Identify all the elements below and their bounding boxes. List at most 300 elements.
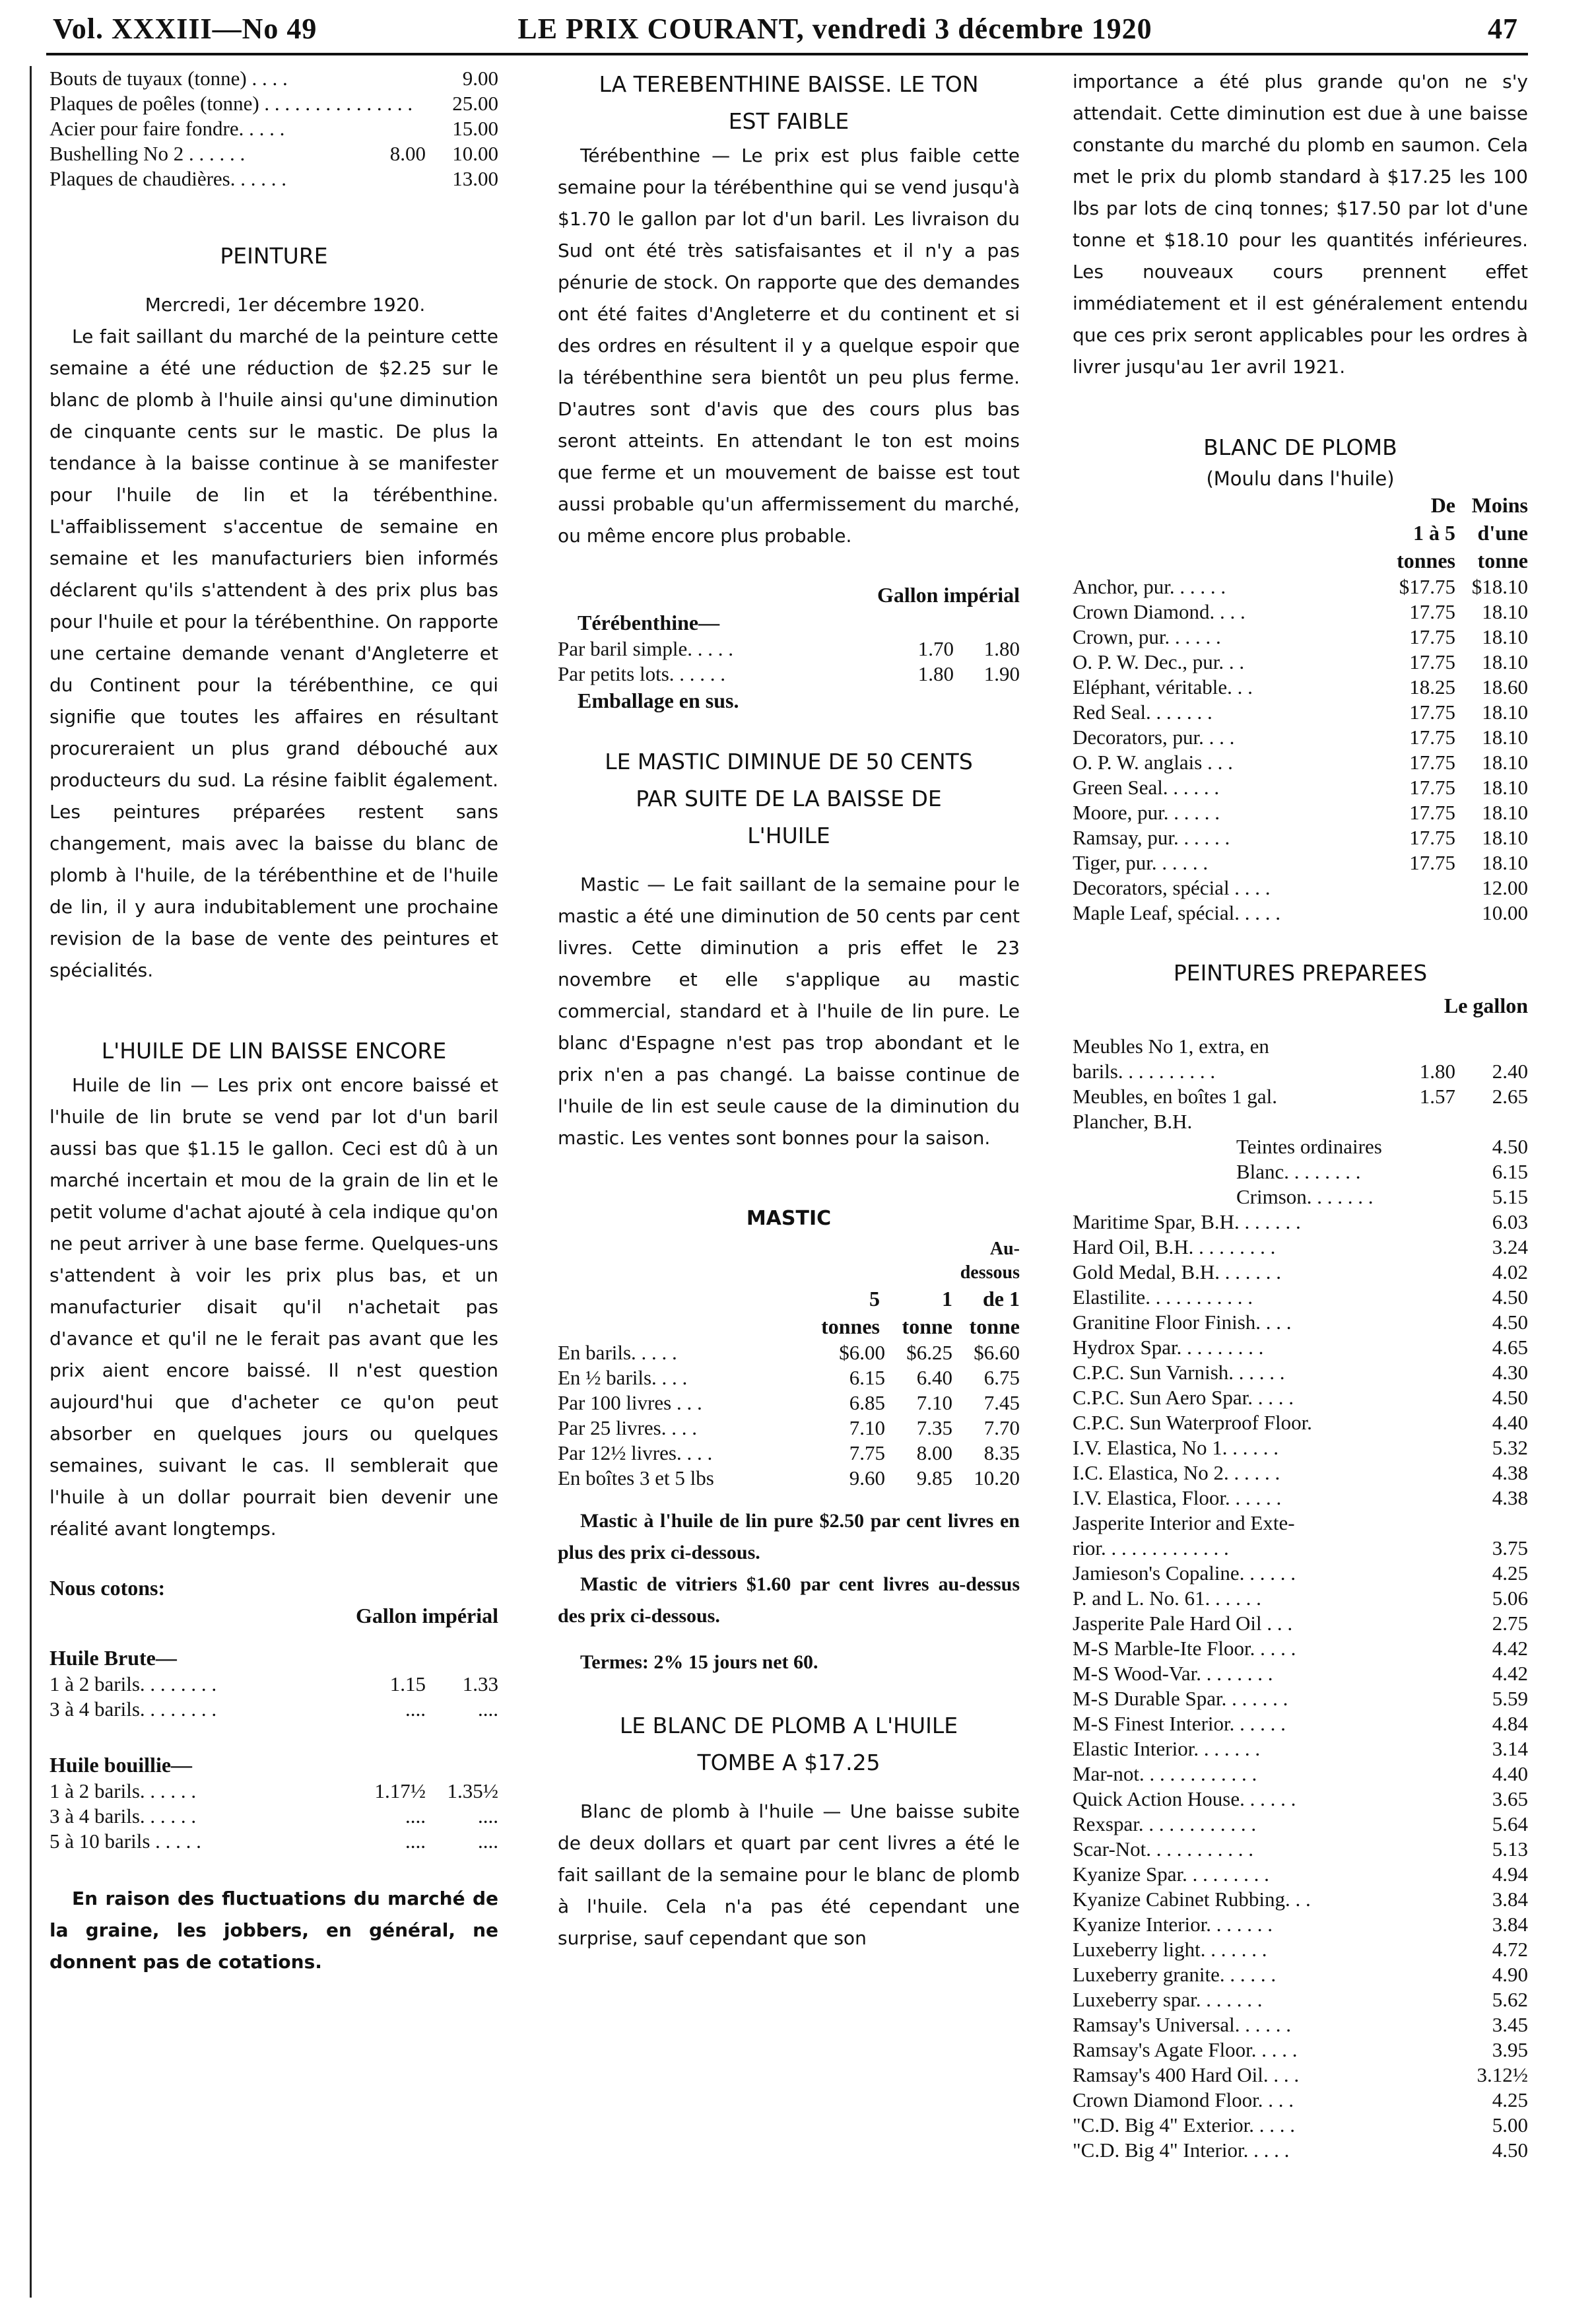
table-row [1073, 650, 1528, 675]
row-label: I.V. Elastica, No 1. . . . . . [1073, 1436, 1279, 1459]
row-value-b: $18.10 [1471, 575, 1528, 598]
table-row [1073, 1260, 1528, 1285]
row-value-a: 1.80 [917, 662, 954, 685]
row-value-b: 4.25 [1492, 1561, 1528, 1585]
row-value-a: 17.75 [1409, 751, 1455, 774]
table-row [1073, 1937, 1528, 1962]
section-heading-blanc: LE BLANC DE PLOMB A L'HUILE [619, 1713, 958, 1738]
row-value-a: $17.75 [1399, 575, 1455, 598]
row-value-b: 18.10 [1482, 851, 1528, 874]
row-label: barils. . . . . . . . . . [1073, 1060, 1216, 1083]
table-row [50, 66, 498, 91]
section-heading-peinture: PEINTURE [220, 243, 328, 269]
row-value-b: 4.65 [1492, 1336, 1528, 1359]
table-row [1073, 1761, 1528, 1787]
table-row [1073, 1987, 1528, 2012]
section-heading-mastic: LE MASTIC DIMINUE DE 50 CENTS [605, 749, 973, 774]
row-value-c: 6.75 [983, 1366, 1020, 1389]
row-label: Hydrox Spar. . . . . . . . . [1073, 1336, 1264, 1359]
row-value-b: 18.10 [1482, 826, 1528, 849]
row-value-a: 8.00 [389, 142, 426, 165]
huile-bouillie-title: Huile bouillie— [50, 1753, 193, 1777]
table-row [558, 662, 1020, 687]
row-label: Plaques de chaudières. . . . . . [50, 167, 286, 190]
table-row [1073, 850, 1528, 875]
row-value-b: 5.32 [1492, 1436, 1528, 1459]
row-value-a: 9.60 [849, 1466, 885, 1489]
row-label: 3 à 4 barils. . . . . . . . [50, 1697, 217, 1721]
blanc-head-a2: 1 à 5 [1413, 521, 1455, 545]
row-label: Elastilite. . . . . . . . . . . [1073, 1285, 1253, 1309]
row-label: Kyanize Spar. . . . . . . . . [1073, 1863, 1269, 1886]
row-value-b: 18.60 [1482, 675, 1528, 699]
row-label: Crown Diamond Floor. . . . [1073, 2088, 1294, 2111]
row-label: 5 à 10 barils . . . . . [50, 1829, 201, 1853]
row-value-a: 7.10 [849, 1416, 885, 1439]
row-label: O. P. W. anglais . . . [1073, 751, 1233, 774]
row-label: Par 25 livres. . . . [558, 1416, 697, 1439]
table-row [1073, 1912, 1528, 1937]
row-label: M-S Marble-Ite Floor. . . . . [1073, 1637, 1296, 1660]
row-value-a: 1.17½ [374, 1779, 426, 1802]
row-value-b: 1.80 [983, 637, 1020, 660]
table-row [1073, 1460, 1528, 1486]
table-row [1073, 1862, 1528, 1887]
huile-brute-title: Huile Brute— [50, 1646, 177, 1670]
row-value-b: 4.90 [1492, 1963, 1528, 1986]
table-row [1073, 1536, 1528, 1561]
section-heading-mastic-2: PAR SUITE DE LA BAISSE DE [636, 786, 942, 811]
table-row [1073, 1084, 1528, 1109]
row-value-c: $6.60 [974, 1341, 1020, 1364]
row-label: En barils. . . . . [558, 1341, 677, 1364]
table-row [1073, 1787, 1528, 1812]
table-row [1073, 1285, 1528, 1310]
row-label: Jamieson's Copaline. . . . . . [1073, 1561, 1296, 1585]
table-row [1073, 725, 1528, 750]
row-value-b: 18.10 [1482, 751, 1528, 774]
table-row [1073, 1410, 1528, 1435]
table-row [1073, 599, 1528, 625]
row-value-b: 10.00 [452, 142, 498, 165]
row-value-b: 4.84 [1492, 1712, 1528, 1735]
row-label: Bushelling No 2 . . . . . . [50, 142, 246, 165]
column-2 [558, 66, 1020, 1954]
closing-note: En raison des fluctuations du marché de la graine, les jobbers, en général, ne donnent pas de cotations. [50, 1888, 498, 1973]
table-row [1073, 1335, 1528, 1360]
mastic-head-c1: Au-dessous [960, 1239, 1020, 1283]
row-label: I.C. Elastica, No 2. . . . . . [1073, 1461, 1280, 1484]
table-row [558, 1416, 1020, 1441]
row-label: Jasperite Pale Hard Oil . . . [1073, 1612, 1293, 1635]
row-label: Par 100 livres . . . [558, 1391, 702, 1414]
table-row [1073, 574, 1528, 599]
blanc-table-header [1073, 491, 1528, 574]
row-value-b: 3.12½ [1477, 2063, 1528, 2086]
blanc-head-b2: d'une [1477, 521, 1528, 545]
row-label: Red Seal. . . . . . . [1073, 701, 1212, 724]
row-label: Par petits lots. . . . . . [558, 662, 726, 685]
row-label: Decorators, spécial . . . . [1073, 876, 1271, 899]
row-value-b: 15.00 [452, 117, 498, 140]
row-value-b: 5.00 [1492, 2113, 1528, 2136]
row-label: Meubles, en boîtes 1 gal. [1073, 1085, 1277, 1108]
volume-number: Vol. XXXIII—No 49 [53, 13, 317, 45]
row-value-b: $6.25 [906, 1341, 952, 1364]
table-row [1073, 1159, 1528, 1184]
row-label: Jasperite Interior and Exte- [1073, 1511, 1295, 1534]
row-value-b: 3.95 [1492, 2038, 1528, 2061]
row-label: Gold Medal, B.H. . . . . . . [1073, 1260, 1282, 1283]
row-value-b: 25.00 [452, 92, 498, 115]
row-value-a: 17.75 [1409, 776, 1455, 799]
row-value-b: 18.10 [1482, 600, 1528, 623]
row-value-b: 3.75 [1492, 1536, 1528, 1559]
row-label: Crimson. . . . . . . [1236, 1185, 1374, 1208]
row-value-b: 18.10 [1482, 625, 1528, 648]
row-value-b: 9.00 [462, 67, 498, 90]
row-value-b: 4.50 [1492, 1386, 1528, 1409]
article-body-blanc: Blanc de plomb à l'huile — Une baisse subite de deux dollars et quart par cent livres a été le fait saillant de la semaine pour le blanc de plomb à l'huile. Cela n'a pas été cependant une surprise, sauf cependant que son [558, 1800, 1020, 1949]
article-body-mastic: Mastic — Le fait saillant de la semaine pour le mastic a été une diminution de 50 cents par cent livres. Cette diminution a pris effet le 23 novembre et elle s'applique au mastic commercial, standard et à l'huile de lin pure. Le blanc d'Espagne n'est pas trop abondant et le prix n'en a pas changé. La baisse continue de l'huile de lin est seule cause de la diminution du mastic. Les ventes sont bonnes pour la saison. [558, 873, 1020, 1149]
row-label: En boîtes 3 et 5 lbs [558, 1466, 714, 1489]
mastic-head-c3: tonne [969, 1315, 1020, 1338]
row-label: Tiger, pur. . . . . . [1073, 851, 1209, 874]
row-label: Rexspar. . . . . . . . . . . . [1073, 1812, 1257, 1835]
article-body-peinture: Le fait saillant du marché de la peinture cette semaine a été une réduction de $2.25 sur le blanc de plomb à l'huile ainsi qu'une diminution de cinquante cents sur le mastic. De plus la tendance à la baisse continue à se manifester pour l'huile de lin et la térébenthine. L'affaiblissement s'accentue de semaine en semaine et les manufacturiers bien informés déclarent qu'ils s'attendent à des prix plus bas pour l'huile et pour la térébenthine. On rapporte une certaine demande venant d'Angleterre et du Continent pour la térébenthine, ce qui signifie que toutes les affaires en résultant procureraient un plus grand débouché aux producteurs du sud. La résine faiblit également. Les peintures préparées restent sans changement, mais avec la baisse du blanc de plomb à l'huile, de la térébenthine et de l'huile de lin, il y aura indubitablement une prochaine revision de la base de vente des peintures et spécialités. [50, 325, 498, 981]
row-label: 3 à 4 barils. . . . . . [50, 1804, 197, 1828]
blanc-de-plomb-table [1073, 574, 1528, 926]
table-row [1073, 1837, 1528, 1862]
row-value-b: 7.35 [916, 1416, 952, 1439]
table-row [1073, 800, 1528, 825]
table-row [1073, 700, 1528, 725]
row-value-b: 3.24 [1492, 1235, 1528, 1258]
column-1 [50, 66, 498, 1978]
row-label: Ramsay's Agate Floor. . . . . [1073, 2038, 1298, 2061]
row-label: Eléphant, véritable. . . [1073, 675, 1253, 699]
row-value-a: 1.80 [1419, 1060, 1455, 1083]
table-row [1073, 1310, 1528, 1335]
row-value-b: 4.25 [1492, 2088, 1528, 2111]
row-value-b: 4.38 [1492, 1486, 1528, 1509]
row-label: C.P.C. Sun Waterproof Floor. [1073, 1411, 1312, 1434]
row-value-b: 4.40 [1492, 1762, 1528, 1785]
row-label: "C.D. Big 4" Exterior. . . . . [1073, 2113, 1296, 2136]
row-value-b: 4.50 [1492, 1311, 1528, 1334]
row-label: I.V. Elastica, Floor. . . . . . [1073, 1486, 1282, 1509]
blanc-table-heading: BLANC DE PLOMB [1203, 434, 1397, 460]
mastic-table-header [558, 1237, 1020, 1340]
row-value-b: 5.13 [1492, 1837, 1528, 1861]
row-value-b: .... [478, 1829, 498, 1853]
peintures-preparees-heading: PEINTURES PREPAREES [1173, 960, 1428, 986]
row-label: Anchor, pur. . . . . . [1073, 575, 1226, 598]
row-value-b: 2.65 [1492, 1085, 1528, 1108]
row-value-a: 1.15 [389, 1672, 426, 1695]
blanc-head-a3: tonnes [1397, 549, 1455, 572]
huile-brute-table [50, 1672, 498, 1722]
row-label: Meubles No 1, extra, en [1073, 1035, 1269, 1058]
row-value-b: 4.72 [1492, 1938, 1528, 1961]
row-value-b: .... [478, 1697, 498, 1721]
table-row [1073, 1184, 1528, 1210]
row-value-b: 5.64 [1492, 1812, 1528, 1835]
row-value-b: .... [478, 1804, 498, 1828]
table-row [1073, 1235, 1528, 1260]
row-value-a: 1.57 [1419, 1085, 1455, 1108]
row-value-b: 6.15 [1492, 1160, 1528, 1183]
row-value-a: $6.00 [839, 1341, 885, 1364]
terebenthine-subtitle: Térébenthine— [578, 611, 720, 634]
row-label: Moore, pur. . . . . . [1073, 801, 1220, 824]
page-title: LE PRIX COURANT, vendredi 3 décembre 1920 [517, 13, 1152, 45]
table-row [558, 1390, 1020, 1416]
unit-gallon-imperial: Gallon impérial [356, 1604, 498, 1627]
row-value-b: 6.03 [1492, 1210, 1528, 1233]
row-value-b: 1.33 [462, 1672, 498, 1695]
row-value-b: 12.00 [1482, 876, 1528, 899]
row-label: Bouts de tuyaux (tonne) . . . . [50, 67, 288, 90]
row-value-b: 4.30 [1492, 1361, 1528, 1384]
row-value-c: 7.70 [983, 1416, 1020, 1439]
emballage-note: Emballage en sus. [578, 689, 739, 712]
row-value-b: 4.02 [1492, 1260, 1528, 1283]
row-value-a: 17.75 [1409, 625, 1455, 648]
row-value-a: 17.75 [1409, 801, 1455, 824]
table-row [1073, 1210, 1528, 1235]
table-row [50, 1779, 498, 1804]
table-row [1073, 775, 1528, 800]
row-label: Green Seal. . . . . . [1073, 776, 1220, 799]
row-value-a: 6.15 [849, 1366, 885, 1389]
section-heading-huile: L'HUILE DE LIN BAISSE ENCORE [101, 1038, 447, 1064]
row-label: M-S Wood-Var. . . . . . . . [1073, 1662, 1273, 1685]
table-row [1073, 1636, 1528, 1661]
mastic-note-1: Mastic à l'huile de lin pure $2.50 par cent livres en plus des prix ci-dessous. [558, 1510, 1020, 1563]
table-row [50, 116, 498, 141]
mastic-head-c2: de 1 [983, 1287, 1020, 1311]
row-value-b: 5.06 [1492, 1587, 1528, 1610]
row-value-a: .... [405, 1697, 426, 1721]
row-label: Luxeberry granite. . . . . . [1073, 1963, 1277, 1986]
table-row [1073, 1360, 1528, 1385]
row-value-c: 10.20 [974, 1466, 1020, 1489]
table-row [558, 636, 1020, 662]
table-row [1073, 1486, 1528, 1511]
row-value-c: 7.45 [983, 1391, 1020, 1414]
mastic-head-b3: tonne [902, 1315, 952, 1338]
row-label: Par baril simple. . . . . [558, 637, 734, 660]
table-row [1073, 1034, 1528, 1059]
row-label: C.P.C. Sun Varnish. . . . . . [1073, 1361, 1285, 1384]
row-value-b: 3.14 [1492, 1737, 1528, 1760]
unit-gallon-imperial-2: Gallon impérial [877, 583, 1020, 607]
row-label: Elastic Interior. . . . . . . [1073, 1737, 1261, 1760]
table-row [50, 1804, 498, 1829]
row-value-a: .... [405, 1804, 426, 1828]
row-value-b: 7.10 [916, 1391, 952, 1414]
row-value-b: 1.35½ [447, 1779, 498, 1802]
scrap-metal-price-list [50, 66, 498, 191]
row-label: Luxeberry spar. . . . . . . [1073, 1988, 1263, 2011]
row-value-a: 17.75 [1409, 851, 1455, 874]
column-3 [1073, 66, 1528, 2163]
table-row [1073, 1812, 1528, 1837]
row-value-c: 8.35 [983, 1441, 1020, 1464]
table-row [1073, 2113, 1528, 2138]
table-row [50, 141, 498, 166]
row-label: M-S Finest Interior. . . . . . [1073, 1712, 1286, 1735]
table-row [1073, 2088, 1528, 2113]
row-label: Acier pour faire fondre. . . . . [50, 117, 285, 140]
row-value-b: 18.10 [1482, 726, 1528, 749]
table-row [1073, 901, 1528, 926]
table-row [1073, 1561, 1528, 1586]
row-label: Ramsay's Universal. . . . . . [1073, 2013, 1292, 2036]
section-heading-terebenthine: LA TEREBENTHINE BAISSE. LE TON [599, 71, 979, 97]
row-label: 1 à 2 barils. . . . . . [50, 1779, 197, 1802]
row-value-b: 5.59 [1492, 1687, 1528, 1710]
table-row [1073, 1109, 1528, 1134]
row-label: Maple Leaf, spécial. . . . . [1073, 901, 1281, 924]
blanc-head-b1: Moins [1471, 493, 1528, 517]
row-label: rior. . . . . . . . . . . . . [1073, 1536, 1229, 1559]
table-row [1073, 1962, 1528, 1987]
row-label: Teintes ordinaires [1236, 1135, 1382, 1158]
row-value-b: 4.42 [1492, 1637, 1528, 1660]
table-row [1073, 1385, 1528, 1410]
row-label: C.P.C. Sun Aero Spar. . . . . [1073, 1386, 1294, 1409]
row-value-b: 18.10 [1482, 801, 1528, 824]
row-value-a: 17.75 [1409, 701, 1455, 724]
table-row [50, 91, 498, 116]
row-label: Par 12½ livres. . . . [558, 1441, 713, 1464]
row-label: Mar-not. . . . . . . . . . . . [1073, 1762, 1257, 1785]
row-value-b: 4.50 [1492, 2138, 1528, 2162]
page-header [46, 12, 1525, 51]
table-row [1073, 825, 1528, 850]
table-row [1073, 750, 1528, 775]
table-row [1073, 1059, 1528, 1084]
row-label: Ramsay, pur. . . . . . [1073, 826, 1230, 849]
mastic-note-2: Mastic de vitriers $1.60 par cent livres au-dessus des prix ci-dessous. [558, 1573, 1020, 1627]
row-value-b: 4.40 [1492, 1411, 1528, 1434]
row-label: Blanc. . . . . . . . [1236, 1160, 1361, 1183]
table-row [1073, 875, 1528, 901]
row-label: Plancher, B.H. [1073, 1110, 1193, 1133]
row-label: Granitine Floor Finish. . . . [1073, 1311, 1292, 1334]
nous-cotons: Nous cotons: [50, 1576, 166, 1600]
row-value-a: 6.85 [849, 1391, 885, 1414]
table-row [50, 1829, 498, 1854]
section-heading-mastic-3: L'HUILE [747, 823, 830, 848]
table-row [1073, 1736, 1528, 1761]
row-label: Kyanize Cabinet Rubbing. . . [1073, 1888, 1311, 1911]
row-value-b: 1.90 [983, 662, 1020, 685]
table-row [1073, 1134, 1528, 1159]
row-value-a: .... [405, 1829, 426, 1853]
row-label: "C.D. Big 4" Interior. . . . . [1073, 2138, 1290, 2162]
row-value-a: 17.75 [1409, 650, 1455, 673]
row-label: Decorators, pur. . . . [1073, 726, 1235, 749]
row-value-b: 4.94 [1492, 1863, 1528, 1886]
row-label: M-S Durable Spar. . . . . . . [1073, 1687, 1288, 1710]
table-row [50, 166, 498, 191]
blanc-head-b3: tonne [1477, 549, 1528, 572]
row-label: Ramsay's 400 Hard Oil. . . . [1073, 2063, 1300, 2086]
row-value-b: 10.00 [1482, 901, 1528, 924]
row-label: Maritime Spar, B.H. . . . . . . [1073, 1210, 1301, 1233]
row-value-b: 2.75 [1492, 1612, 1528, 1635]
table-row [1073, 1511, 1528, 1536]
dateline: Mercredi, 1er décembre 1920. [145, 294, 426, 316]
huile-bouillie-table [50, 1779, 498, 1854]
section-heading-blanc-2: TOMBE A $17.25 [697, 1750, 880, 1775]
mastic-head-a3: tonnes [821, 1315, 880, 1338]
row-value-b: 13.00 [452, 167, 498, 190]
row-value-b: 4.42 [1492, 1662, 1528, 1685]
row-value-b: 18.10 [1482, 650, 1528, 673]
table-row [1073, 675, 1528, 700]
row-label: Crown Diamond. . . . [1073, 600, 1245, 623]
table-row [1073, 625, 1528, 650]
row-value-a: 18.25 [1409, 675, 1455, 699]
row-value-a: 17.75 [1409, 726, 1455, 749]
row-label: Quick Action House. . . . . . [1073, 1787, 1296, 1810]
mastic-head-b2: 1 [942, 1287, 952, 1311]
row-value-a: 1.70 [917, 637, 954, 660]
row-value-b: 18.10 [1482, 701, 1528, 724]
table-row [1073, 1686, 1528, 1711]
left-margin-rule [30, 66, 32, 2298]
table-row [558, 1365, 1020, 1390]
table-row [1073, 2012, 1528, 2037]
row-value-b: 5.62 [1492, 1988, 1528, 2011]
row-value-b: 2.40 [1492, 1060, 1528, 1083]
row-value-b: 4.50 [1492, 1285, 1528, 1309]
row-value-b: 3.84 [1492, 1888, 1528, 1911]
table-row [558, 1441, 1020, 1466]
row-label: 1 à 2 barils. . . . . . . . [50, 1672, 217, 1695]
row-value-a: 17.75 [1409, 600, 1455, 623]
mastic-table [558, 1340, 1020, 1491]
table-row [1073, 2138, 1528, 2163]
mastic-head-a2: 5 [869, 1287, 880, 1311]
row-label: Scar-Not. . . . . . . . . . . [1073, 1837, 1254, 1861]
mastic-table-heading: MASTIC [746, 1207, 832, 1230]
row-value-b: 3.45 [1492, 2013, 1528, 2036]
table-row [1073, 2063, 1528, 2088]
blanc-head-a1: De [1430, 493, 1455, 517]
row-value-b: 3.84 [1492, 1913, 1528, 1936]
table-row [1073, 1711, 1528, 1736]
row-label: O. P. W. Dec., pur. . . [1073, 650, 1245, 673]
terebenthine-table [558, 636, 1020, 687]
table-row [1073, 1887, 1528, 1912]
article-body-huile: Huile de lin — Les prix ont encore baissé et l'huile de lin brute se vend par lot d'un baril aussi bas que $1.15 le gallon. Ceci est dû à un marché incertain et mou de la grain de lin et le petit volume d'achat ajouté à cela indique qu'on ne peut arriver à une base ferme. Quelques-uns s'attendent à voir les prix plus bas, et un manufacturier disait qu'il n'achetait pas d'avance et qu'il ne le ferait pas avant que les prix aient encore baissé. Il n'est question aujourd'hui que d'acheter ce qu'on peut absorber en quelques jours ou quelques semaines, suivant le cas. Il semblerait que l'huile à un dollar pourrait bien devenir une réalité avant longtemps. [50, 1074, 498, 1540]
row-value-b: 9.85 [916, 1466, 952, 1489]
table-row [1073, 1661, 1528, 1686]
termes: Termes: 2% 15 jours net 60. [580, 1651, 818, 1673]
table-row [1073, 2037, 1528, 2063]
table-row [558, 1466, 1020, 1491]
article-body-blanc-continued: importance a été plus grande qu'on ne s'y attendait. Cette diminution est due à une baisse constante du marché du plomb en saumon. Cela met le prix du plomb standard à $17.25 les 100 lbs par lots de cinq tonnes; $17.50 par lot d'une tonne et $18.10 pour les quantités inférieures. Les nouveaux cours prennent effet immédiatement et il est généralement entendu que ces prix seront applicables pour les ordres à livrer jusqu'au 1er avril 1921. [1073, 71, 1528, 378]
table-row [558, 1340, 1020, 1365]
table-row [50, 1697, 498, 1722]
blanc-table-subheading: (Moulu dans l'huile) [1206, 467, 1395, 490]
row-value-b: 6.40 [916, 1366, 952, 1389]
